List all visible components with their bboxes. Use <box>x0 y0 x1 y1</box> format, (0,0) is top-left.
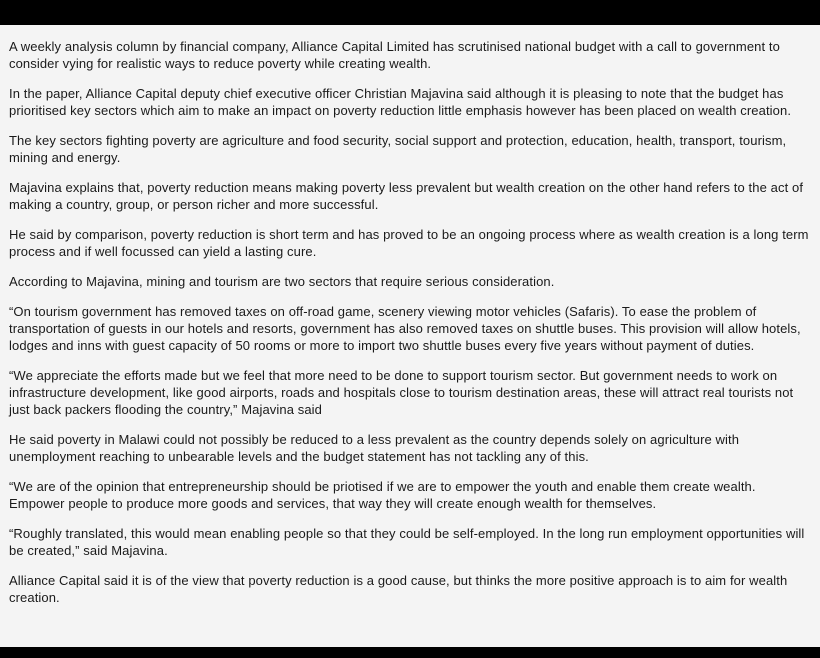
article-paragraph: Majavina explains that, poverty reduction means making poverty less prevalent but wealth creation on the other hand refers to the act of making a country, group, or person richer and more successful. <box>9 180 804 212</box>
article-paragraph: The key sectors fighting poverty are agriculture and food security, social support and protection, education, health, transport, tourism, mining and energy. <box>9 133 787 165</box>
bottom-letterbox-bar <box>0 647 820 658</box>
article-body <box>0 25 820 647</box>
article-paragraph: A weekly analysis column by financial company, Alliance Capital Limited has scrutinised national budget with a call to government to consider vying for realistic ways to reduce poverty while creating wealth. <box>9 39 780 71</box>
article-paragraph: “Roughly translated, this would mean enabling people so that they could be self-employed. In the long run employment opportunities will be created,” said Majavina. <box>9 526 805 558</box>
article-paragraph: He said by comparison, poverty reduction is short term and has proved to be an ongoing process where as wealth creation is a long term process and if well focussed can yield a lasting cure. <box>9 227 809 259</box>
article-paragraph: In the paper, Alliance Capital deputy chief executive officer Christian Majavina said although it is pleasing to note that the budget has prioritised key sectors which aim to make an impact on poverty reduction little emphasis however has been placed on wealth creation. <box>9 86 792 118</box>
article-paragraph: “We appreciate the efforts made but we feel that more need to be done to support tourism sector. But government needs to work on infrastructure development, like good airports, roads and hospitals close to tourism destination areas, these will attract real tourists not just back packers flooding the country,” Majavina said <box>9 368 794 417</box>
article-paragraph: Alliance Capital said it is of the view that poverty reduction is a good cause, but thinks the more positive approach is to aim for wealth creation. <box>9 573 788 605</box>
top-letterbox-bar <box>0 0 820 25</box>
article-paragraph: He said poverty in Malawi could not possibly be reduced to a less prevalent as the country depends solely on agriculture with unemployment reaching to unbearable levels and the budget statement has not tackling any of this. <box>9 432 740 464</box>
article-paragraph: “On tourism government has removed taxes on off-road game, scenery viewing motor vehicles (Safaris). To ease the problem of transportation of guests in our hotels and resorts, government has also removed taxes on shuttle buses. This provision will allow hotels, lodges and inns with guest capacity of 50 rooms or more to import two shuttle buses every five years without payment of duties. <box>9 304 801 353</box>
article-paragraph: According to Majavina, mining and tourism are two sectors that require serious consideration. <box>9 274 555 289</box>
article-paragraph: “We are of the opinion that entrepreneurship should be priotised if we are to empower the youth and enable them create wealth. Empower people to produce more goods and services, that way they will create enough wealth for themselves. <box>9 479 756 511</box>
